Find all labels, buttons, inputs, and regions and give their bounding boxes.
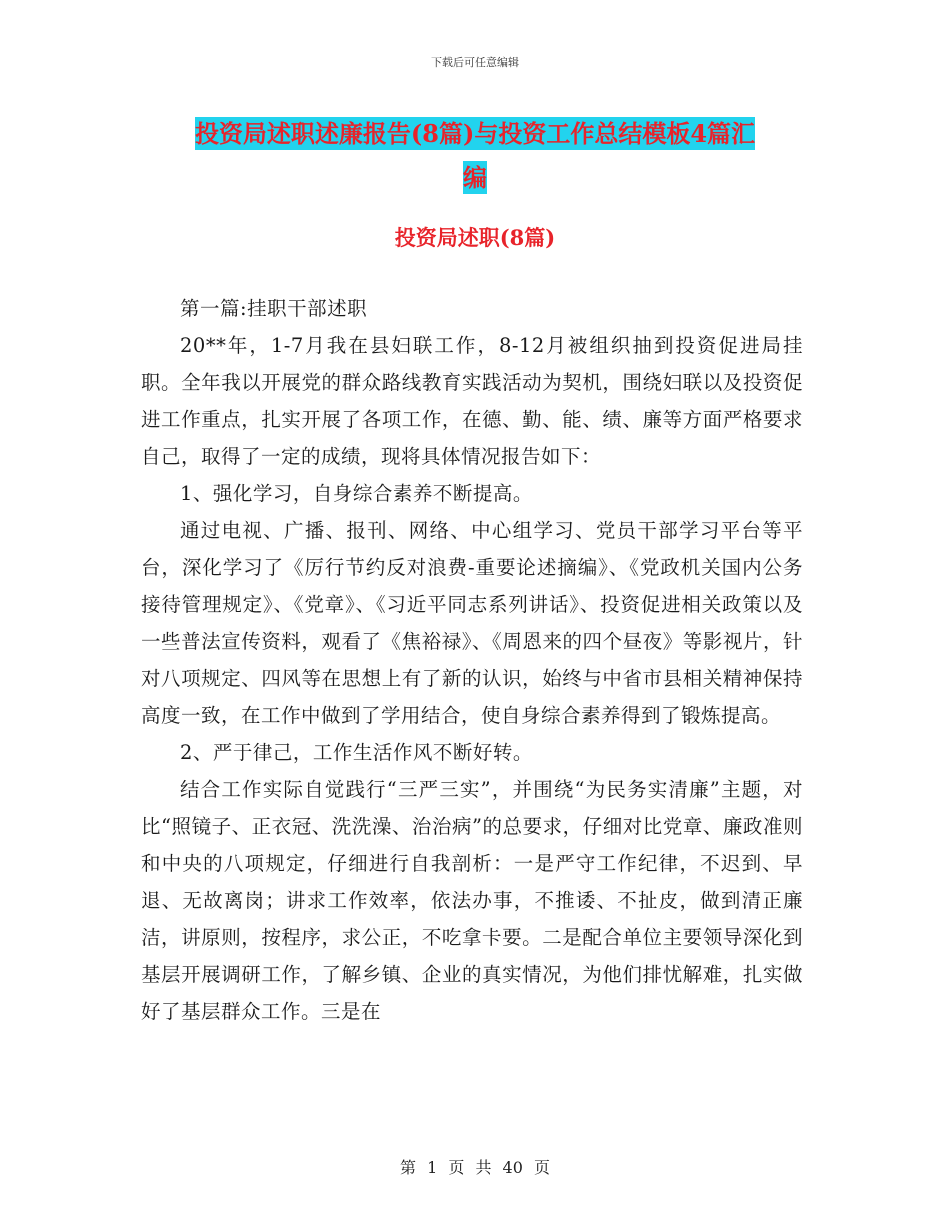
paragraph-heading: 1、强化学习，自身综合素养不断提高。 bbox=[180, 482, 533, 505]
paragraph-heading: 2、严于律己，工作生活作风不断好转。 bbox=[180, 741, 533, 764]
document-title-line1: 投资局述职述廉报告(8篇)与投资工作总结模板4篇汇 bbox=[194, 119, 756, 148]
paragraph-subheading: 第一篇:挂职干部述职 bbox=[180, 297, 368, 320]
page-footer: 第 1 页 共 40 页 bbox=[400, 1158, 550, 1177]
document-title bbox=[140, 112, 810, 200]
document-title-line2: 编 bbox=[463, 163, 487, 192]
document-body bbox=[141, 290, 803, 1030]
header-note: 下载后可任意编辑 bbox=[431, 56, 519, 69]
paragraph: 通过电视、广播、报刊、网络、中心组学习、党员干部学习平台等平台，深化学习了《厉行节约反对浪费-重要论述摘编》、《党政机关国内公务接待管理规定》、《党章》、《习近平同志系列讲话》、投资促进相关政策以及一些普法宣传资料，观看了《焦裕禄》、《周恩来的四个昼夜》等影视片，针对八项规定、四风等在思想上有了新的认识，始终与中省市县相关精神保持高度一致，在工作中做到了学用结合，使自身综合素养得到了锻炼提高。 bbox=[141, 519, 803, 727]
section-title: 投资局述职(8篇) bbox=[394, 225, 556, 250]
paragraph: 20**年，1-7月我在县妇联工作，8-12月被组织抽到投资促进局挂职。全年我以开展党的群众路线教育实践活动为契机，围绕妇联以及投资促进工作重点，扎实开展了各项工作，在德、勤、能、绩、廉等方面严格要求自己，取得了一定的成绩，现将具体情况报告如下： bbox=[141, 334, 803, 468]
paragraph: 结合工作实际自觉践行“三严三实”，并围绕“为民务实清廉”主题，对比“照镜子、正衣冠、洗洗澡、治治病”的总要求，仔细对比党章、廉政准则和中央的八项规定，仔细进行自我剖析：一是严守工作纪律，不迟到、早退、无故离岗；讲求工作效率，依法办事，不推诿、不扯皮，做到清正廉洁，讲原则，按程序，求公正，不吃拿卡要。二是配合单位主要领导深化到基层开展调研工作，了解乡镇、企业的真实情况，为他们排忧解难，扎实做好了基层群众工作。三是在 bbox=[141, 778, 803, 1023]
